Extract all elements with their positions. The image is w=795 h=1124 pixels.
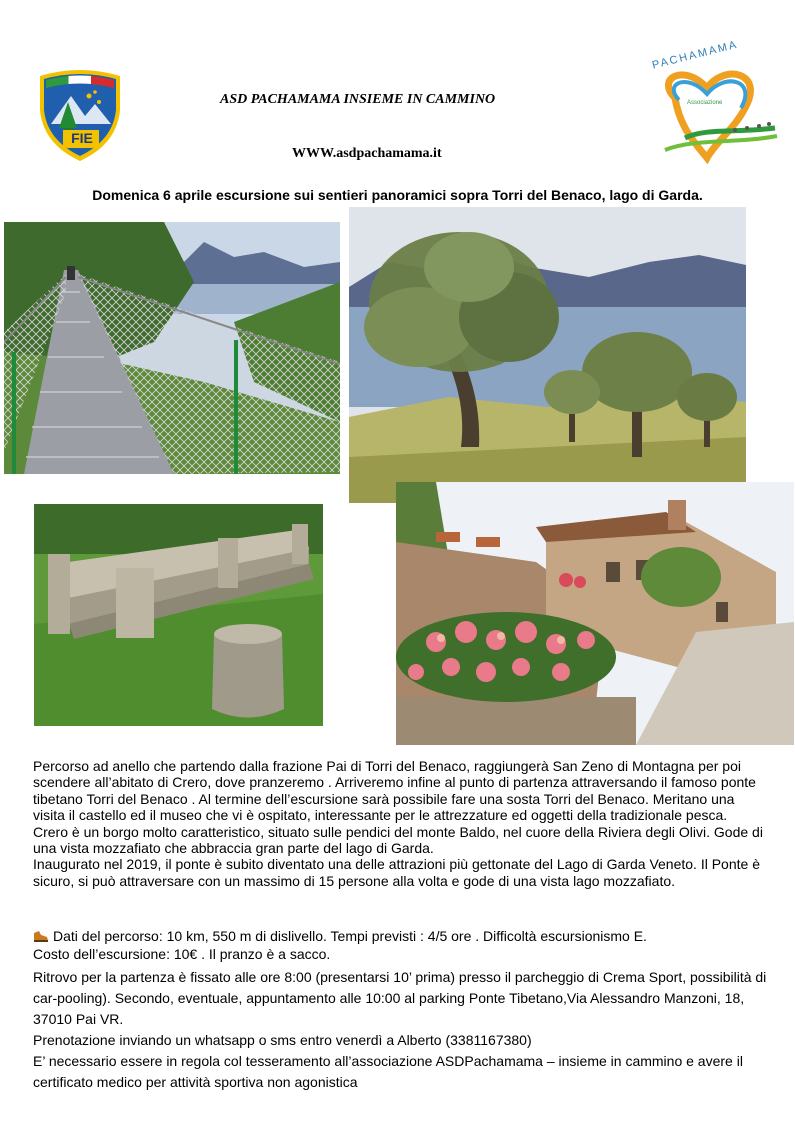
description-paragraph-2: Crero è un borgo molto caratteristico, situato sulle pendici del monte Baldo, nel cuore della Riviera degli Olivi. Gode di una vista mozzafiato che abbraccia gran parte del lago di Garda. (33, 823, 763, 857)
website-link[interactable]: WWW.asdpachamama.it (292, 146, 442, 161)
booking-info: Prenotazione inviando un whatsapp o sms entro venerdì a Alberto (3381167380) (33, 1032, 532, 1048)
olive-trees-lake-photo (349, 207, 746, 503)
route-data-text: Dati del percorso: 10 km, 550 m di dislivello. Tempi previsti : 4/5 ore . Difficoltà escursionismo E. (53, 928, 647, 944)
description (33, 758, 768, 889)
suspension-bridge-photo (4, 222, 340, 474)
description-paragraph-1: Percorso ad anello che partendo dalla frazione Pai di Torri del Benaco, raggiungerà San Zeno di Montagna per poi scendere all’abitato di Crero, dove pranzeremo . Arriveremo infine al punto di partenza attraversando il famoso ponte tibetano Torri del Benaco . Al termine dell’escursione sarà possibile fare una sosta Torri del Benaco. Meritano una visita il castello ed il museo che vi è ospitato, interessante per le attrezzature ed oggetti della tradizionale pesca. (33, 758, 756, 824)
fie-logo-text: FIE (71, 130, 93, 146)
organization-name: ASD PACHAMAMA INSIEME IN CAMMINO (220, 92, 496, 107)
pachamama-logo (645, 38, 783, 168)
membership-info: E’ necessario essere in regola col tesseramento all’associazione ASDPachamama – insieme in cammino e avere il certificato medico per attività sportiva non agonistica (33, 1053, 743, 1090)
cost-line: Costo dell’escursione: 10€ . Il pranzo è a sacco. (33, 946, 331, 962)
pachamama-logo-text: PACHAMAMA (651, 38, 740, 72)
stone-troughs-photo (34, 504, 323, 726)
hiking-boot-icon (33, 929, 49, 946)
pachamama-logo-subtext: Associazione (687, 100, 723, 106)
route-data-line (33, 928, 773, 946)
meeting-info: Ritrovo per la partenza è fissato alle ore 8:00 (presentarsi 10’ prima) presso il parcheggio di Crema Sport, possibilità di car-pooling). Secondo, eventuale, appuntamento alle 10:00 al parking Ponte Tibetano,Via Alessandro Manzoni, 18, 37010 Pai VR. (33, 969, 767, 1027)
headline: Domenica 6 aprile escursione sui sentieri panoramici sopra Torri del Benaco, lago di Garda. (92, 187, 703, 203)
fie-logo (37, 66, 123, 162)
trip-details (33, 928, 773, 1093)
description-paragraph-3: Inaugurato nel 2019, il ponte è subito diventato una delle attrazioni più gettonate del Lago di Garda Veneto. Il Ponte è sicuro, si può attraversare con un massimo di 15 persone alla volta e gode di una vista lago mozzafiato. (33, 856, 760, 889)
village-street-photo (396, 482, 794, 745)
